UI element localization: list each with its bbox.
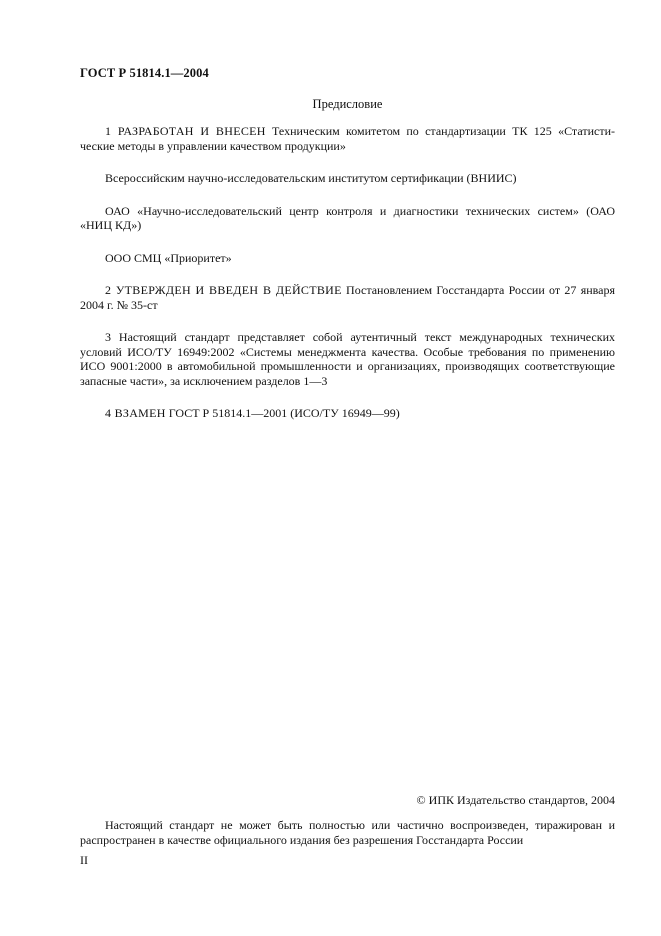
paragraph-approved bbox=[80, 283, 615, 312]
paragraph-nits-kd bbox=[80, 204, 615, 233]
reproduction-notice: Настоящий стандарт не может быть полностью или частично воспроизведен, тиражирован и распространен в качестве официального издания без разрешения Госстандарта России bbox=[80, 818, 615, 847]
paragraph-text: 3 Настоящий стандарт представляет собой аутентичный текст международных технических условий ИСО/ТУ 16949:2002 «Системы менеджмента качества. Особые требования по применению ИСО 9001:2000 в автомобильной промышленности и организациях, производящих соответствующие запасные части», за исключением разделов 1—3 bbox=[80, 330, 615, 388]
preface-body bbox=[80, 124, 615, 439]
standard-code: ГОСТ Р 51814.1—2004 bbox=[80, 66, 209, 80]
paragraph-lead: 2 УТВЕРЖДЕН И ВВЕДЕН В ДЕЙСТВИЕ bbox=[105, 283, 342, 297]
paragraph-text: Постановлением Госстандарта России от 27 января 2004 г. № 35-ст bbox=[80, 283, 615, 312]
paragraph-priority bbox=[80, 251, 615, 266]
page-number: II bbox=[80, 853, 88, 867]
paragraph-text: ООО СМЦ «Приоритет» bbox=[105, 250, 232, 265]
paragraph-vniis bbox=[80, 171, 615, 186]
paragraph-authentic-text bbox=[80, 330, 615, 388]
paragraph-replaces bbox=[80, 406, 615, 421]
paragraph-lead: 4 ВЗАМЕН bbox=[105, 406, 166, 420]
paragraph-text: ОАО «Научно-исследовательский центр контроля и диагностики технических систем» (ОАО «НИЦ КД») bbox=[80, 203, 615, 232]
paragraph-text: ГОСТ Р 51814.1—2001 (ИСО/ТУ 16949—99) bbox=[165, 406, 400, 420]
paragraph-text: Всероссийским научно-исследовательским институтом сертификации (ВНИИС) bbox=[105, 171, 517, 185]
paragraph-lead: 1 РАЗРАБОТАН И ВНЕСЕН bbox=[105, 124, 266, 138]
document-page bbox=[80, 0, 615, 936]
preface-title: Предисловие bbox=[312, 97, 383, 111]
paragraph-developed-by bbox=[80, 124, 615, 153]
copyright-line: © ИПК Издательство стандартов, 2004 bbox=[416, 793, 615, 807]
paragraph-text: Техническим комитетом по стандартизации ТК 125 «Статисти-ческие методы в управлении качеством продукции» bbox=[80, 124, 615, 153]
